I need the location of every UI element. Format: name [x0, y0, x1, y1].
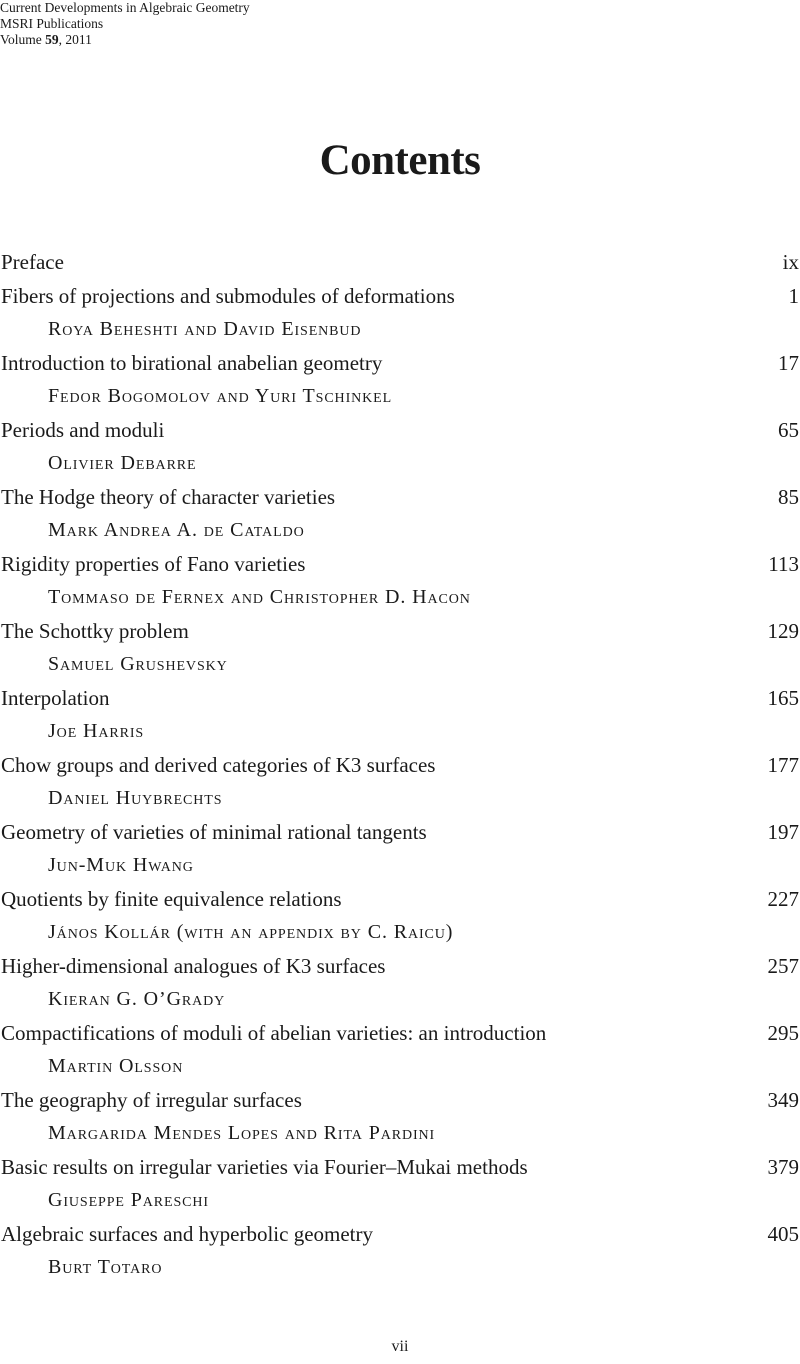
toc-entry-row[interactable]	[0, 749, 800, 783]
toc-entry-authors: Joe Harris	[48, 720, 145, 742]
toc-entry-title: Chow groups and derived categories of K3 surfaces	[1, 752, 436, 777]
page-number: vii	[391, 1338, 409, 1355]
toc-entry-authors: János Kollár (with an appendix by C. Raicu)	[48, 921, 454, 943]
toc-page-number: 165	[767, 685, 799, 710]
toc-entry-row[interactable]	[0, 1084, 800, 1118]
toc-page-number: 379	[767, 1154, 799, 1179]
toc-entry-row[interactable]	[0, 615, 800, 649]
toc-entry-title: Algebraic surfaces and hyperbolic geometry	[1, 1221, 374, 1246]
toc-entry-title: Quotients by finite equivalence relations	[1, 886, 342, 911]
toc-entry-authors: Roya Beheshti and David Eisenbud	[48, 318, 362, 340]
toc-entry-title: Periods and moduli	[1, 417, 165, 442]
toc-entry-title: Basic results on irregular varieties via Fourier–Mukai methods	[1, 1154, 528, 1179]
toc-entry-authors: Kieran G. O’Grady	[48, 988, 226, 1010]
toc-entry-row[interactable]	[0, 347, 800, 381]
volume-number: 59	[45, 32, 59, 47]
page-title: Contents	[319, 137, 481, 184]
toc-page-number: 405	[767, 1221, 799, 1246]
toc-entry-title: Introduction to birational anabelian geometry	[1, 350, 383, 375]
toc-entry-title: Fibers of projections and submodules of deformations	[1, 283, 455, 308]
toc-entry-row[interactable]	[0, 481, 800, 515]
toc-page-number: 177	[767, 752, 799, 777]
toc-page-number: 197	[767, 819, 799, 844]
toc-entry-row[interactable]	[0, 950, 800, 984]
toc-entry-title: Geometry of varieties of minimal rational tangents	[1, 819, 427, 844]
toc-page-number: 113	[768, 551, 799, 576]
toc-entry-authors: Jun-Muk Hwang	[48, 854, 194, 876]
toc-page-number: 257	[767, 953, 799, 978]
toc-page-number: ix	[782, 250, 799, 274]
toc-entry-authors: Olivier Debarre	[48, 452, 197, 474]
toc-entry-row[interactable]	[0, 883, 800, 917]
toc-page-number: 85	[778, 484, 799, 509]
toc-entry-title: The Schottky problem	[1, 618, 189, 643]
toc-page-number: 129	[767, 618, 799, 643]
toc-entry-title: The Hodge theory of character varieties	[1, 484, 336, 509]
volume-year: , 2011	[58, 32, 92, 47]
toc-page-number: 349	[767, 1087, 799, 1112]
toc-entry-title: Higher-dimensional analogues of K3 surfaces	[1, 953, 386, 978]
table-of-contents	[0, 246, 800, 1285]
volume-line	[0, 32, 250, 48]
toc-entry-authors: Tommaso de Fernex and Christopher D. Hacon	[48, 586, 471, 608]
toc-page-number: 65	[778, 417, 799, 442]
toc-entry-title: Preface	[1, 250, 64, 274]
toc-entry-authors: Fedor Bogomolov and Yuri Tschinkel	[48, 385, 393, 407]
toc-entry-row[interactable]	[0, 1017, 800, 1051]
toc-entry-authors: Daniel Huybrechts	[48, 787, 223, 809]
toc-entry-row[interactable]	[0, 816, 800, 850]
toc-entry-authors: Margarida Mendes Lopes and Rita Pardini	[48, 1122, 436, 1144]
toc-entry-row[interactable]	[0, 548, 800, 582]
publisher-name: MSRI Publications	[0, 16, 104, 31]
toc-entry-title: Rigidity properties of Fano varieties	[1, 551, 306, 576]
toc-entry-row[interactable]	[0, 280, 800, 314]
toc-entry-row[interactable]	[0, 1151, 800, 1185]
toc-page-number: 295	[767, 1020, 799, 1045]
toc-entry-authors: Giuseppe Pareschi	[48, 1189, 209, 1211]
running-header	[0, 0, 250, 48]
toc-entry-authors: Mark Andrea A. de Cataldo	[48, 519, 305, 541]
toc-preface-row[interactable]	[0, 246, 800, 280]
toc-page-number: 17	[778, 350, 799, 375]
toc-entry-row[interactable]	[0, 414, 800, 448]
toc-entry-title: Compactifications of moduli of abelian varieties: an introduction	[1, 1020, 547, 1045]
toc-entry-title: The geography of irregular surfaces	[1, 1087, 302, 1112]
toc-entry-row[interactable]	[0, 1218, 800, 1252]
toc-entry-row[interactable]	[0, 682, 800, 716]
toc-entry-title: Interpolation	[1, 685, 110, 710]
toc-entry-authors: Burt Totaro	[48, 1256, 163, 1278]
volume-prefix: Volume	[0, 32, 42, 47]
series-title: Current Developments in Algebraic Geometry	[0, 0, 250, 15]
toc-page-number: 227	[767, 886, 799, 911]
toc-page-number: 1	[788, 283, 799, 308]
toc-entry-authors: Samuel Grushevsky	[48, 653, 228, 675]
toc-entry-authors: Martin Olsson	[48, 1055, 184, 1077]
